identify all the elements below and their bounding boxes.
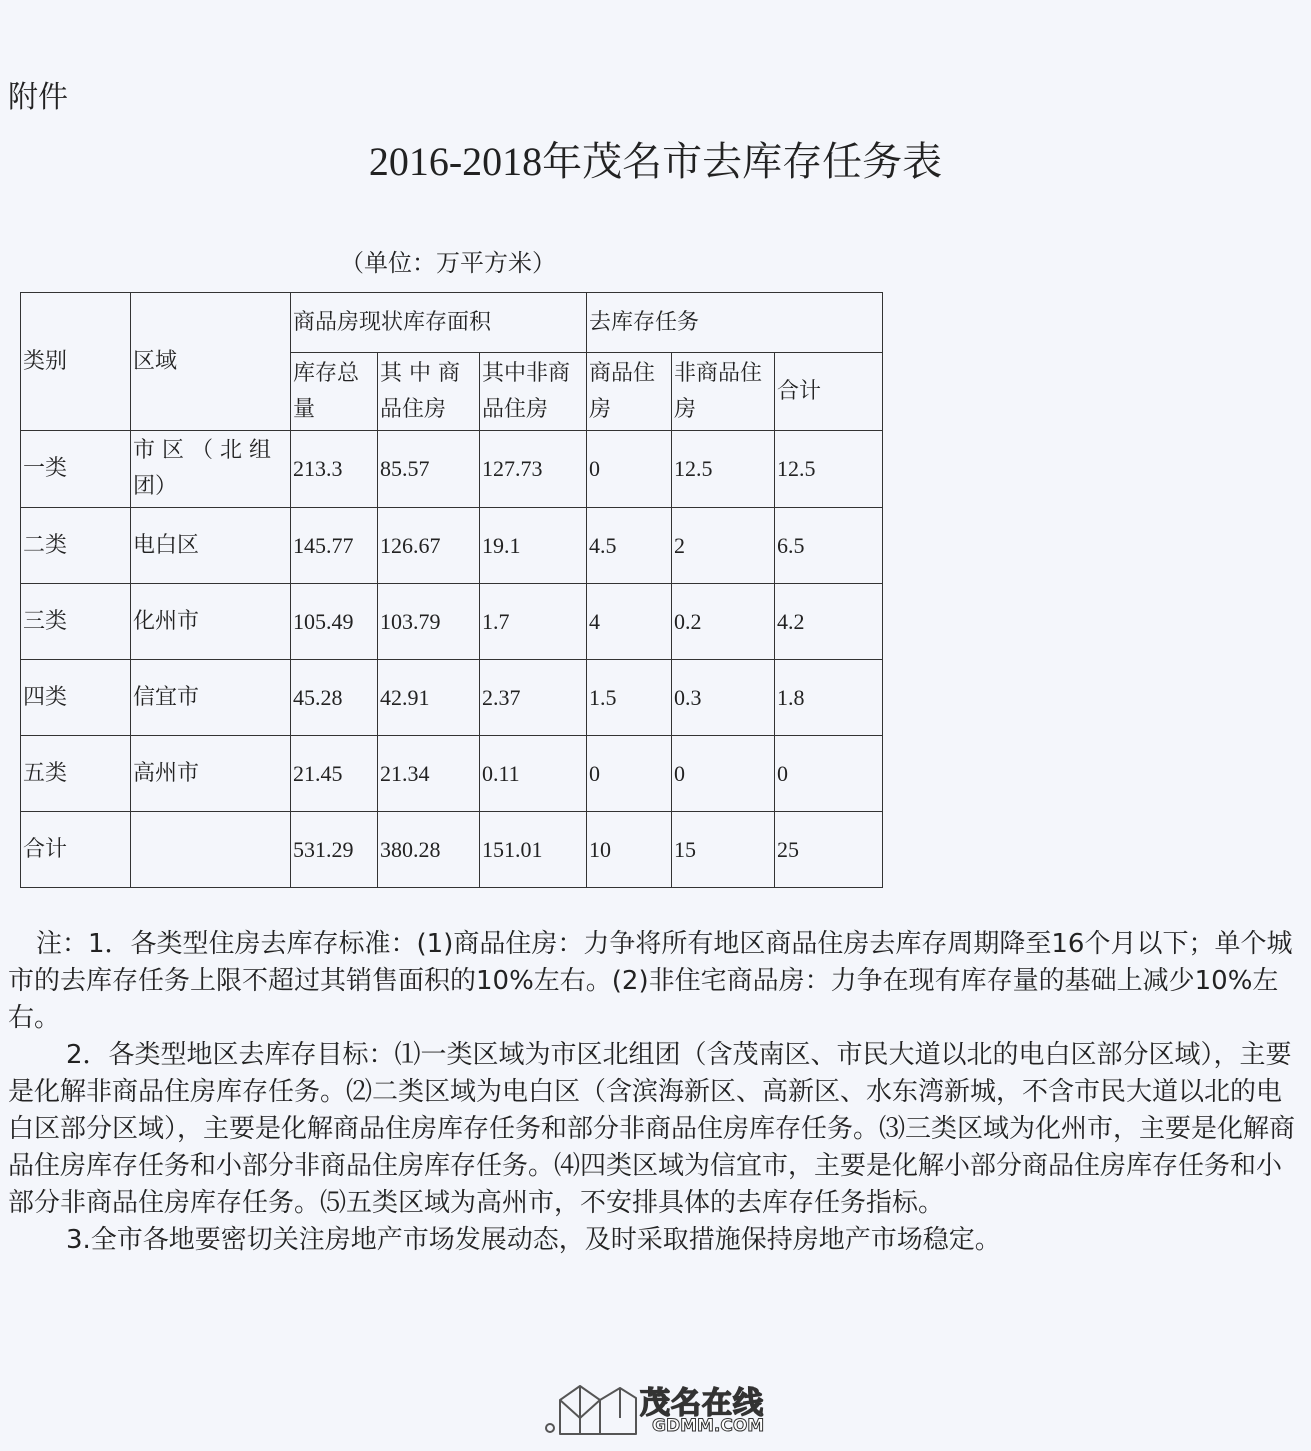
cell-total: 105.49 (291, 584, 378, 660)
page-title: 2016-2018年茂名市去库存任务表 (368, 139, 943, 184)
attachment-label: 附件 (8, 80, 68, 115)
cell-region: 化州市 (131, 584, 291, 660)
cell-region (131, 812, 291, 888)
cell-total: 21.45 (291, 736, 378, 812)
table-row (21, 508, 883, 584)
cell-non-commercial: 127.73 (480, 431, 587, 508)
header-commercial-housing: 其 中 商品住房 (378, 353, 480, 431)
cell-task-non-commercial: 15 (672, 812, 775, 888)
header-task-total: 合计 (775, 353, 883, 431)
cell-commercial: 380.28 (378, 812, 480, 888)
cell-task-non-commercial: 0.3 (672, 660, 775, 736)
cell-total: 145.77 (291, 508, 378, 584)
cell-task-total: 25 (775, 812, 883, 888)
note-3: 3.全市各地要密切关注房地产市场发展动态，及时采取措施保持房地产市场稳定。 (66, 1225, 1001, 1255)
cell-non-commercial: 19.1 (480, 508, 587, 584)
cell-task-commercial: 1.5 (587, 660, 672, 736)
cell-region: 市 区 （ 北 组 团） (131, 431, 291, 508)
table-row (21, 431, 883, 508)
cell-non-commercial: 2.37 (480, 660, 587, 736)
cell-category: 四类 (21, 660, 131, 736)
note-2: 2．各类型地区去库存目标：⑴一类区域为市区北组团（含茂南区、市民大道以北的电白区部分区域），主要是化解非商品住房库存任务。⑵二类区域为电白区（含滨海新区、高新区、水东湾新城，不含市民大道以北的电白区部分区域），主要是化解商品住房库存任务和部分非商品住房库存任务。⑶三类区域为化州市，主要是化解商品住房库存任务和小部分非商品住房库存任务。⑷四类区域为信宜市，主要是化解小部分商品住房库存任务和小部分非商品住房库存任务。⑸五类区域为高州市，不安排具体的去库存任务指标。 (8, 1040, 1296, 1218)
cell-category: 三类 (21, 584, 131, 660)
cell-task-non-commercial: 2 (672, 508, 775, 584)
cell-commercial: 85.57 (378, 431, 480, 508)
cell-non-commercial: 0.11 (480, 736, 587, 812)
m-logo-icon (540, 1378, 640, 1442)
cell-category: 一类 (21, 431, 131, 508)
cell-task-total: 6.5 (775, 508, 883, 584)
header-task-commercial: 商品住房 (587, 353, 672, 431)
header-non-commercial-housing: 其中非商品住房 (480, 353, 587, 431)
cell-task-total: 4.2 (775, 584, 883, 660)
cell-total: 213.3 (291, 431, 378, 508)
header-total-inventory: 库存总量 (291, 353, 378, 431)
cell-task-commercial: 4 (587, 584, 672, 660)
cell-task-commercial: 0 (587, 736, 672, 812)
header-region: 区域 (131, 293, 291, 431)
cell-category: 五类 (21, 736, 131, 812)
cell-commercial: 21.34 (378, 736, 480, 812)
cell-task-total: 0 (775, 736, 883, 812)
cell-total: 45.28 (291, 660, 378, 736)
header-inventory-group: 商品房现状库存面积 (291, 293, 587, 353)
cell-commercial: 42.91 (378, 660, 480, 736)
cell-task-non-commercial: 0.2 (672, 584, 775, 660)
note-1: 注：1．各类型住房去库存标准：(1)商品住房：力争将所有地区商品住房去库存周期降至16个月以下；单个城市的去库存任务上限不超过其销售面积的10%左右。(2)非住宅商品房：力争在现有库存量的基础上减少10%左右。 (8, 929, 1293, 1033)
cell-region: 信宜市 (131, 660, 291, 736)
header-task-non-commercial: 非商品住房 (672, 353, 775, 431)
cell-region: 电白区 (131, 508, 291, 584)
watermark-domain: GDMM.COM (652, 1416, 765, 1436)
inventory-task-table (20, 292, 883, 888)
watermark-logo (540, 1378, 780, 1442)
cell-category: 合计 (21, 812, 131, 888)
cell-task-total: 12.5 (775, 431, 883, 508)
cell-task-commercial: 4.5 (587, 508, 672, 584)
header-category: 类别 (21, 293, 131, 431)
cell-commercial: 103.79 (378, 584, 480, 660)
cell-task-total: 1.8 (775, 660, 883, 736)
table-row-total (21, 812, 883, 888)
cell-task-commercial: 0 (587, 431, 672, 508)
cell-task-non-commercial: 0 (672, 736, 775, 812)
cell-category: 二类 (21, 508, 131, 584)
cell-total: 531.29 (291, 812, 378, 888)
cell-non-commercial: 1.7 (480, 584, 587, 660)
cell-non-commercial: 151.01 (480, 812, 587, 888)
watermark-name: 茂名在线 (640, 1386, 764, 1421)
cell-region: 高州市 (131, 736, 291, 812)
cell-task-non-commercial: 12.5 (672, 431, 775, 508)
table-row (21, 584, 883, 660)
cell-task-commercial: 10 (587, 812, 672, 888)
cell-commercial: 126.67 (378, 508, 480, 584)
header-task-group: 去库存任务 (587, 293, 883, 353)
table-row (21, 660, 883, 736)
notes-section (8, 926, 1298, 1259)
unit-label: （单位：万平方米） (340, 249, 556, 277)
table-row (21, 736, 883, 812)
